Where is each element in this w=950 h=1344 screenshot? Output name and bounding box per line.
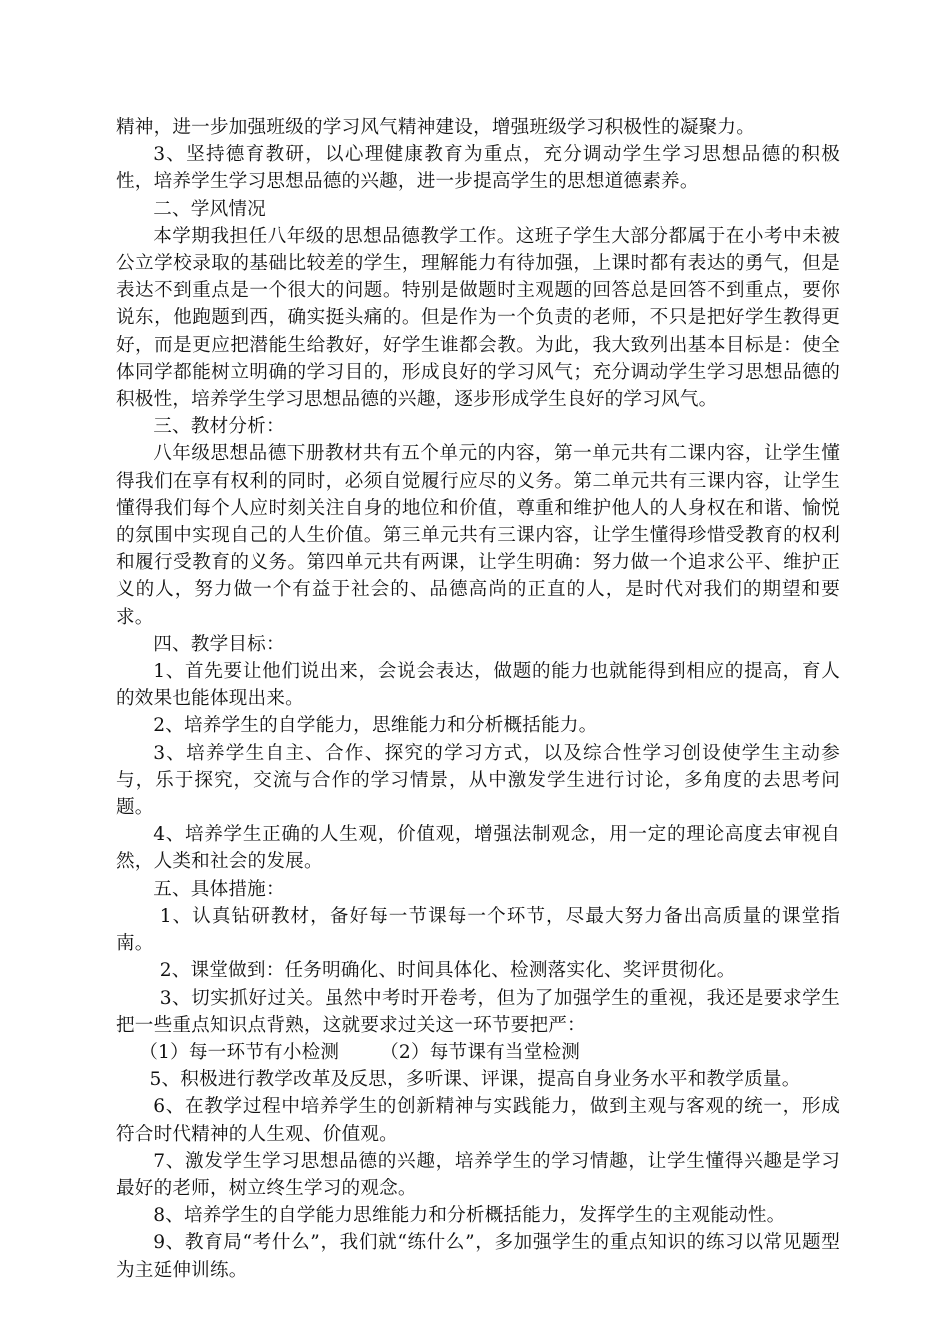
measure-item-3: 3、切实抓好过关。虽然中考时开卷考，但为了加强学生的重视，我还是要求学生把一些重点知识点背熟，这就要求过关这一环节要把严： bbox=[116, 987, 840, 1036]
section-heading-measures: 五、具体措施： bbox=[153, 878, 285, 900]
paragraph-textbook-analysis: 八年级思想品德下册教材共有五个单元的内容，第一单元共有二课内容，让学生懂得我们在享有权利的同时，必须自觉履行应尽的义务。第二单元共有三课内容，让学生懂得我们每个人应时刻关注自身的地位和价值，尊重和维护他人的人身权在和谐、愉悦的氛围中实现自己的人生价值。第三单元共有三课内容，让学生懂得珍惜受教育的权利和履行受教育的义务。第四单元共有两课，让学生明确：努力做一个追求公平、维护正义的人，努力做一个有益于社会的、品德高尚的正直的人，是时代对我们的期望和要求。 bbox=[116, 443, 840, 628]
goal-item-2: 2、培养学生的自学能力，思维能力和分析概括能力。 bbox=[153, 715, 598, 737]
paragraph-study-style: 本学期我担任八年级的思想品德教学工作。这班子学生大部分都属于在小考中未被公立学校录取的基础比较差的学生，理解能力有待加强，上课时都有表达的勇气，但是表达不到重点是一个很大的问题。特别是做题时主观题的回答总是回答不到重点，要你说东，他跑题到西，确实挺头痛的。但是作为一个负责的老师，不只是把好学生教得更好，而是更应把潜能生给教好，好学生谁都会教。为此，我大致列出基本目标是：使全体同学都能树立明确的学习目的，形成良好的学习风气；充分调动学生学习思想品德的积极性，培养学生学习思想品德的兴趣，逐步形成学生良好的学习风气。 bbox=[116, 225, 840, 411]
goal-item-1: 1、首先要让他们说出来，会说会表达，做题的能力也就能得到相应的提高，育人的效果也能体现出来。 bbox=[116, 661, 840, 710]
document-body bbox=[116, 114, 840, 1284]
measure-item-9: 9、教育局“考什么”，我们就“练什么”，多加强学生的重点知识的练习以常见题型为主延伸训练。 bbox=[116, 1232, 840, 1281]
measure-sub-item-2: （2）每节课有当堂检测 bbox=[380, 1041, 581, 1063]
goal-item-4: 4、培养学生正确的人生观，价值观，增强法制观念，用一定的理论高度去审视自然，人类和社会的发展。 bbox=[116, 824, 840, 873]
section-heading-teaching-goals: 四、教学目标： bbox=[153, 633, 285, 655]
measure-item-8: 8、培养学生的自学能力思维能力和分析概括能力，发挥学生的主观能动性。 bbox=[153, 1205, 786, 1227]
goal-item-3: 3、培养学生自主、合作、探究的学习方式，以及综合性学习创设使学生主动参与，乐于探究，交流与合作的学习情景，从中激发学生进行讨论，多角度的去思考问题。 bbox=[116, 742, 840, 819]
paragraph-item-3-moral-research: 3、坚持德育教研，以心理健康教育为重点，充分调动学生学习思想品德的积极性，培养学生学习思想品德的兴趣，进一步提高学生的思想道德素养。 bbox=[116, 144, 840, 193]
measure-item-6: 6、在教学过程中培养学生的创新精神与实践能力，做到主观与客观的统一，形成符合时代精神的人生观、价值观。 bbox=[116, 1096, 840, 1145]
measure-item-7: 7、激发学生学习思想品德的兴趣，培养学生的学习情趣，让学生懂得兴趣是学习最好的老师，树立终生学习的观念。 bbox=[116, 1150, 840, 1199]
section-heading-study-style: 二、学风情况 bbox=[153, 198, 266, 220]
measure-sub-items bbox=[116, 1039, 840, 1066]
paragraph-continuation: 精神，进一步加强班级的学习风气精神建设，增强班级学习积极性的凝聚力。 bbox=[116, 117, 755, 138]
section-heading-textbook-analysis: 三、教材分析： bbox=[153, 416, 285, 438]
measure-sub-item-1: （1）每一环节有小检测 bbox=[139, 1041, 340, 1063]
measure-item-2: 2、课堂做到：任务明确化、时间具体化、检测落实化、奖评贯彻化。 bbox=[159, 960, 736, 982]
measure-item-1: 1、认真钻研教材，备好每一节课每一个环节，尽最大努力备出高质量的课堂指南。 bbox=[116, 905, 840, 955]
measure-item-5: 5、积极进行教学改革及反思，多听课、评课，提高自身业务水平和教学质量。 bbox=[149, 1069, 801, 1091]
